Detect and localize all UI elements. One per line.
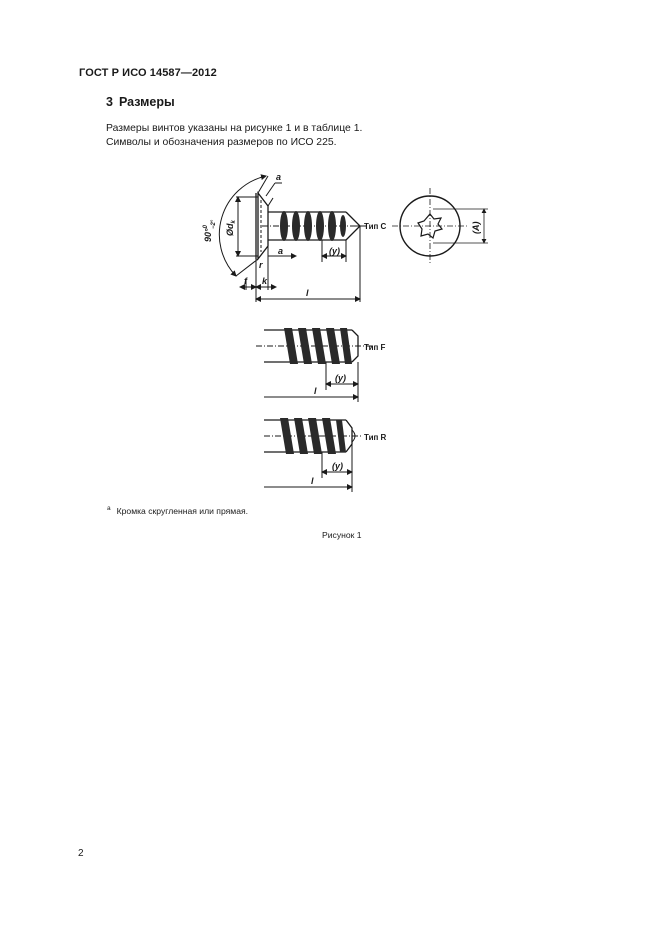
figure-footnote (107, 505, 248, 516)
edge-note-marker: a (276, 172, 282, 182)
dim-A-label: (A) (471, 221, 481, 234)
angle-label: 90°$^0$ −2° (203, 219, 217, 242)
type-f-label: Тип F (364, 343, 386, 352)
document-header: ГОСТ Р ИСО 14587—2012 (79, 67, 217, 79)
type-r-label: Тип R (364, 433, 387, 442)
section-title: Размеры (118, 95, 175, 109)
footnote-text: Кромка скругленная или прямая. (116, 506, 249, 516)
dim-y-label-r: (y) (332, 461, 343, 471)
footnote-marker: a (107, 505, 111, 512)
dim-l-label-c: l (306, 288, 309, 298)
dim-dk-label: $Ød_k$ (225, 220, 237, 236)
dim-l-label-r: l (311, 476, 314, 486)
dim-y-label-f: (y) (335, 373, 346, 383)
dim-f-label: f (244, 276, 247, 286)
thread-type-r (280, 418, 346, 454)
page-number: 2 (78, 848, 84, 859)
paragraph-1: Размеры винтов указаны на рисунке 1 и в таблице 1. (106, 123, 363, 134)
dim-y-label-c: (y) (329, 246, 340, 256)
type-c-label: Тип C (364, 222, 387, 231)
dim-k-label: k (262, 276, 268, 286)
dim-r-label: r (259, 260, 263, 270)
paragraph-2: Символы и обозначения размеров по ИСО 225. (106, 137, 337, 148)
dim-l-label-f: l (314, 386, 317, 396)
section-number: 3 (106, 95, 113, 109)
dim-a-label: a (278, 246, 284, 256)
screw-type-c (219, 176, 368, 302)
figure-caption: Рисунок 1 (322, 530, 362, 540)
